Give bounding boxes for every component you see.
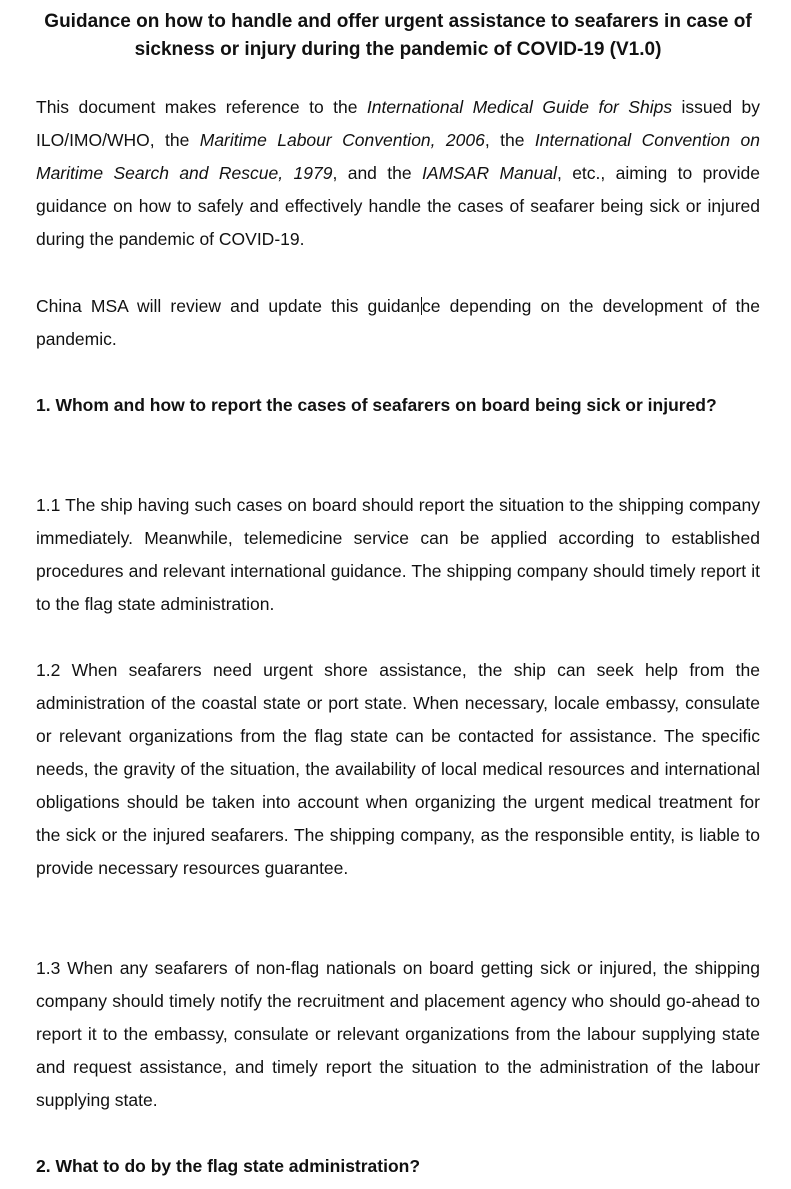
reference-mlc: Maritime Labour Convention, 2006 [199, 130, 485, 150]
section-2-heading: 2. What to do by the flag state administration? [36, 1156, 421, 1176]
review-text-before-caret: China MSA will review and update this guidan [36, 296, 421, 316]
review-text-after-caret: ce depending on the development of the pandemic. [36, 296, 761, 349]
paragraph-1-3: 1.3 When any seafarers of non-flag nationals on board getting sick or injured, the shipping company should timely notify the recruitment and placement agency who should go-ahead to report it to the embassy, consulate or relevant organizations from the labour supplying state and request assistance, and timely report the situation to the administration of the labour supplying state. [36, 958, 760, 1110]
intro-text-4: , and the [332, 163, 423, 183]
paragraph-1-1: 1.1 The ship having such cases on board should report the situation to the shipping company immediately. Meanwhile, telemedicine service can be applied according to established procedures and relevant international guidance. The shipping company should timely report it to the flag state administration. [36, 495, 760, 614]
paragraph-1-2: 1.2 When seafarers need urgent shore assistance, the ship can seek help from the administration of the coastal state or port state. When necessary, locale embassy, consulate or relevant organizations from the flag state can be contacted for assistance. The specific needs, the gravity of the situation, the availability of local medical resources and international obligations should be taken into account when organizing the urgent medical treatment for the sick or the injured seafarers. The shipping company, as the responsible entity, is liable to provide necessary resources guarantee. [36, 660, 760, 878]
section-1-heading: 1. Whom and how to report the cases of seafarers on board being sick or injured? [36, 395, 717, 415]
intro-text-5: , etc., aiming to provide guidance on how to safely and effectively handle the cases of seafarer being sick or injured during the pandemic of COVID-19. [36, 163, 760, 249]
intro-text-3: , the [484, 130, 535, 150]
document-title: Guidance on how to handle and offer urgent assistance to seafarers in case of sickness or injury during the pandemic of COVID-19 (V1.0) [44, 11, 752, 60]
review-paragraph[interactable] [36, 290, 760, 356]
reference-iamsar: IAMSAR Manual [422, 163, 557, 183]
intro-text-1: This document makes reference to the [36, 97, 367, 117]
intro-paragraph [36, 91, 760, 256]
intro-text-2: issued by ILO/IMO/WHO, the [36, 97, 760, 150]
reference-sar-convention: International Convention on Maritime Search and Rescue, 1979 [36, 130, 760, 183]
reference-medical-guide: International Medical Guide for Ships [366, 97, 673, 117]
